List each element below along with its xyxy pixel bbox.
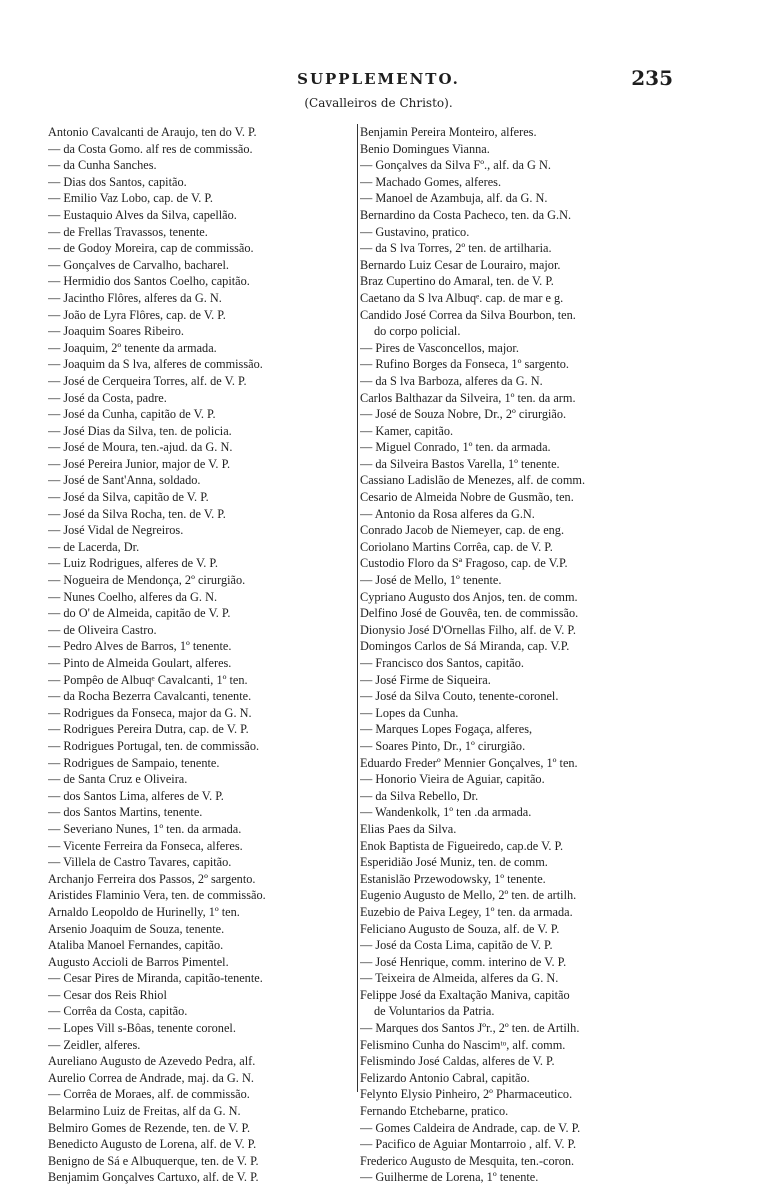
list-item: — Pompêo de Albuqᵉ Cavalcanti, 1º ten. (48, 672, 248, 687)
list-item: — dos Santos Martins, tenente. (48, 805, 203, 820)
list-item: — Wandenkolk, 1º ten .da armada. (360, 805, 532, 820)
list-item: — da Silveira Bastos Varella, 1º tenente. (360, 456, 560, 471)
list-item: — Lopes Vill s-Bôas, tenente coronel. (48, 1021, 236, 1036)
column-divider (357, 124, 358, 1092)
list-item: — da Silva Rebello, Dr. (360, 788, 479, 803)
list-item: — Emilio Vaz Lobo, cap. de V. P. (48, 191, 213, 206)
list-item: Belarmino Luiz de Freitas, alf da G. N. (48, 1104, 241, 1119)
list-item: Eugenio Augusto de Mello, 2º ten. de artilh. (360, 888, 577, 903)
list-item: — Marques Lopes Fogaça, alferes, (360, 722, 533, 737)
list-item: — Machado Gomes, alferes. (360, 174, 502, 189)
list-item: — Gonçalves da Silva Fº., alf. da G N. (360, 158, 551, 173)
list-item: Cypriano Augusto dos Anjos, ten. de comm. (360, 589, 578, 604)
page-number: 235 (631, 66, 673, 90)
list-item: Candido José Correa da Silva Bourbon, ten. (360, 307, 576, 322)
list-item: Elias Paes da Silva. (360, 821, 457, 836)
list-item: — José de Cerqueira Torres, alf. de V. P. (48, 373, 247, 388)
list-item: — Cesar Pires de Miranda, capitão-tenente. (48, 971, 263, 986)
list-item: Benio Domingues Vianna. (360, 141, 490, 156)
list-item: — Gomes Caldeira de Andrade, cap. de V. P. (360, 1120, 581, 1135)
list-item: — Cesar dos Reis Rhiol (48, 987, 167, 1002)
list-item: — Rodrigues Pereira Dutra, cap. de V. P. (48, 722, 249, 737)
list-item: — José da Cunha, capitão de V. P. (48, 407, 216, 422)
list-item: — Antonio da Rosa alferes da G.N. (360, 506, 535, 521)
list-item: Eduardo Frederº Mennier Gonçalves, 1º ten. (360, 755, 578, 770)
list-item: — José Firme de Siqueira. (360, 672, 491, 687)
list-item: — Gustavino, pratico. (360, 224, 470, 239)
list-item: Conrado Jacob de Niemeyer, cap. de eng. (360, 523, 565, 538)
list-item: Delfino José de Gouvêa, ten. de commissão. (360, 606, 579, 621)
list-item: — João de Lyra Flôres, cap. de V. P. (48, 307, 226, 322)
list-item: — José da Costa, padre. (48, 390, 167, 405)
list-item: — Joaquim, 2º tenente da armada. (48, 340, 217, 355)
list-item: — Dias dos Santos, capitão. (48, 174, 187, 189)
list-item: — do O' de Almeida, capitão de V. P. (48, 606, 231, 621)
list-item: — Marques dos Santos Jºr., 2º ten. de Artilh. (360, 1021, 580, 1036)
list-item: — Zeidler, alferes. (48, 1037, 141, 1052)
list-item: Ataliba Manoel Fernandes, capitão. (48, 938, 224, 953)
list-item: — da Costa Gomo. alf res de commissão. (48, 141, 253, 156)
list-item: — Lopes da Cunha. (360, 705, 459, 720)
list-item: Coriolano Martins Corrêa, cap. de V. P. (360, 539, 553, 554)
list-item: — Pinto de Almeida Goulart, alferes. (48, 656, 232, 670)
list-item: Felippe José da Exaltação Maniva, capitão (360, 987, 570, 1002)
list-item: de Voluntarios da Patria. (374, 1004, 495, 1019)
list-item: — Hermidio dos Santos Coelho, capitão. (48, 274, 250, 289)
list-item: Frederico Augusto de Mesquita, ten.-coron. (360, 1153, 575, 1168)
list-item: — Rodrigues Portugal, ten. de commissão. (48, 738, 260, 753)
list-item: — José Vidal de Negreiros. (48, 523, 184, 538)
list-item: Felismino Cunha do Nascimᵗᵒ, alf. comm. (360, 1037, 566, 1052)
list-item: Bernardino da Costa Pacheco, ten. da G.N. (360, 207, 572, 222)
list-item: — de Santa Cruz e Oliveira. (48, 772, 188, 787)
list-item: Estanislão Przewodowsky, 1º tenente. (360, 871, 546, 886)
list-item: — Teixeira de Almeida, alferes da G. N. (360, 971, 559, 986)
list-item: Benjamin Pereira Monteiro, alferes. (360, 125, 537, 139)
list-item: — Manoel de Azambuja, alf. da G. N. (360, 191, 548, 206)
list-item: Felynto Elysio Pinheiro, 2º Pharmaceutico. (360, 1087, 573, 1102)
list-item: — Villela de Castro Tavares, capitão. (48, 855, 232, 870)
list-item: do corpo policial. (374, 324, 461, 339)
list-item: — José de Sant'Anna, soldado. (48, 473, 201, 488)
list-item: Domingos Carlos de Sá Miranda, cap. V.P. (360, 639, 570, 654)
list-item: Fernando Etchebarne, pratico. (360, 1104, 509, 1119)
list-item: Feliciano Augusto de Souza, alf. de V. P. (360, 921, 560, 936)
list-item: Braz Cupertino do Amaral, ten. de V. P. (360, 274, 554, 289)
list-item: Belmiro Gomes de Rezende, ten. de V. P. (48, 1120, 251, 1135)
list-item: — Joaquim Soares Ribeiro. (48, 324, 184, 339)
left-column (48, 124, 356, 1186)
list-item: Custodio Floro da Sª Fragoso, cap. de V.P. (360, 556, 568, 571)
list-item: — Rodrigues de Sampaio, tenente. (48, 755, 220, 770)
list-item: — José de Souza Nobre, Dr., 2º cirurgião. (360, 407, 567, 422)
list-item: — Rufino Borges da Fonseca, 1º sargento. (360, 357, 569, 372)
list-item: — José Dias da Silva, ten. de policia. (48, 423, 232, 438)
list-item: — da Cunha Sanches. (48, 158, 157, 173)
list-item: — Luiz Rodrigues, alferes de V. P. (48, 556, 218, 571)
list-item: Cassiano Ladislão de Menezes, alf. de comm. (360, 473, 586, 488)
list-item: Benedicto Augusto de Lorena, alf. de V. P. (48, 1137, 257, 1152)
list-item: Augusto Accioli de Barros Pimentel. (48, 954, 229, 969)
list-item: — de Lacerda, Dr. (48, 539, 140, 554)
list-item: Arnaldo Leopoldo de Hurinelly, 1º ten. (48, 904, 240, 919)
list-item: — José de Moura, ten.-ajud. da G. N. (48, 440, 233, 455)
list-item: — Pacifico de Aguiar Montarroio , alf. V. P. (360, 1137, 577, 1152)
list-item: Cesario de Almeida Nobre de Gusmão, ten. (360, 490, 574, 505)
list-item: — Nogueira de Mendonça, 2º cirurgião. (48, 573, 246, 588)
list-item: — Francisco dos Santos, capitão. (360, 656, 524, 670)
section-subtitle: (Cavalleiros de Christo). (304, 96, 453, 110)
list-item: — Severiano Nunes, 1º ten. da armada. (48, 821, 242, 836)
list-item: Aristides Flaminio Vera, ten. de commissão. (48, 888, 266, 903)
list-item: — de Godoy Moreira, cap de commissão. (48, 241, 254, 256)
list-item: — Vicente Ferreira da Fonseca, alferes. (48, 838, 243, 853)
right-column (360, 124, 678, 1186)
list-item: — Guilherme de Lorena, 1º tenente. (360, 1170, 539, 1185)
list-item: — de Oliveira Castro. (48, 622, 157, 637)
list-item: — Nunes Coelho, alferes da G. N. (48, 589, 218, 604)
list-item: — Pedro Alves de Barros, 1º tenente. (48, 639, 232, 654)
list-item: — José da Silva Couto, tenente-coronel. (360, 689, 559, 704)
list-item: Aureliano Augusto de Azevedo Pedra, alf. (48, 1054, 256, 1069)
list-item: — José da Silva Rocha, ten. de V. P. (48, 506, 226, 521)
running-title: SUPPLEMENTO. (297, 70, 460, 88)
list-item: Felizardo Antonio Cabral, capitão. (360, 1070, 530, 1085)
list-item: Arsenio Joaquim de Souza, tenente. (48, 921, 225, 936)
list-item: — Honorio Vieira de Aguiar, capitão. (360, 772, 545, 787)
list-item: — Miguel Conrado, 1º ten. da armada. (360, 440, 551, 455)
list-item: Aurelio Correa de Andrade, maj. da G. N. (48, 1070, 254, 1085)
list-item: — José Henrique, comm. interino de V. P. (360, 954, 567, 969)
list-item: — José da Silva, capitão de V. P. (48, 490, 209, 505)
list-item: Caetano da S lva Albuqᵉ. cap. de mar e g. (360, 290, 564, 305)
list-item: — José de Mello, 1º tenente. (360, 573, 502, 588)
list-item: — de Frellas Travassos, tenente. (48, 224, 208, 239)
list-item: — da S lva Barboza, alferes da G. N. (360, 373, 543, 388)
list-item: — Corrêa de Moraes, alf. de commissão. (48, 1087, 250, 1102)
list-item: Felismindo José Caldas, alferes de V. P. (360, 1054, 555, 1069)
list-item: — José da Costa Lima, capitão de V. P. (360, 938, 553, 953)
list-item: — Corrêa da Costa, capitão. (48, 1004, 188, 1019)
list-item: Euzebio de Paiva Legey, 1º ten. da armada. (360, 904, 573, 919)
list-item: — Kamer, capitão. (360, 423, 454, 438)
list-item: Benigno de Sá e Albuquerque, ten. de V. P. (48, 1153, 259, 1168)
list-item: Archanjo Ferreira dos Passos, 2º sargento. (48, 871, 256, 886)
list-item: — Rodrigues da Fonseca, major da G. N. (48, 705, 252, 720)
list-item: — dos Santos Lima, alferes de V. P. (48, 788, 224, 803)
list-item: — Eustaquio Alves da Silva, capellão. (48, 207, 237, 222)
list-item: — Pires de Vasconcellos, major. (360, 340, 519, 355)
list-item: — José Pereira Junior, major de V. P. (48, 456, 231, 471)
list-item: — Jacintho Flôres, alferes da G. N. (48, 290, 222, 305)
list-item: Antonio Cavalcanti de Araujo, ten do V. P. (48, 125, 257, 139)
page-header (0, 68, 757, 92)
list-item: Benjamim Gonçalves Cartuxo, alf. de V. P. (48, 1170, 259, 1185)
list-item: — da Rocha Bezerra Cavalcanti, tenente. (48, 689, 252, 704)
list-item: Carlos Balthazar da Silveira, 1º ten. da arm. (360, 390, 576, 405)
list-item: Enok Baptista de Figueiredo, cap.de V. P. (360, 838, 564, 853)
list-item: Dionysio José D'Ornellas Filho, alf. de V. P. (360, 622, 576, 637)
list-item: Bernardo Luiz Cesar de Lourairo, major. (360, 257, 561, 272)
list-item: Esperidião José Muniz, ten. de comm. (360, 855, 548, 870)
list-item: — Gonçalves de Carvalho, bacharel. (48, 257, 229, 272)
list-item: — Soares Pinto, Dr., 1º cirurgião. (360, 738, 526, 753)
list-item: — Joaquim da S lva, alferes de commissão. (48, 357, 263, 372)
list-item: — da S lva Torres, 2º ten. de artilharia. (360, 241, 552, 256)
